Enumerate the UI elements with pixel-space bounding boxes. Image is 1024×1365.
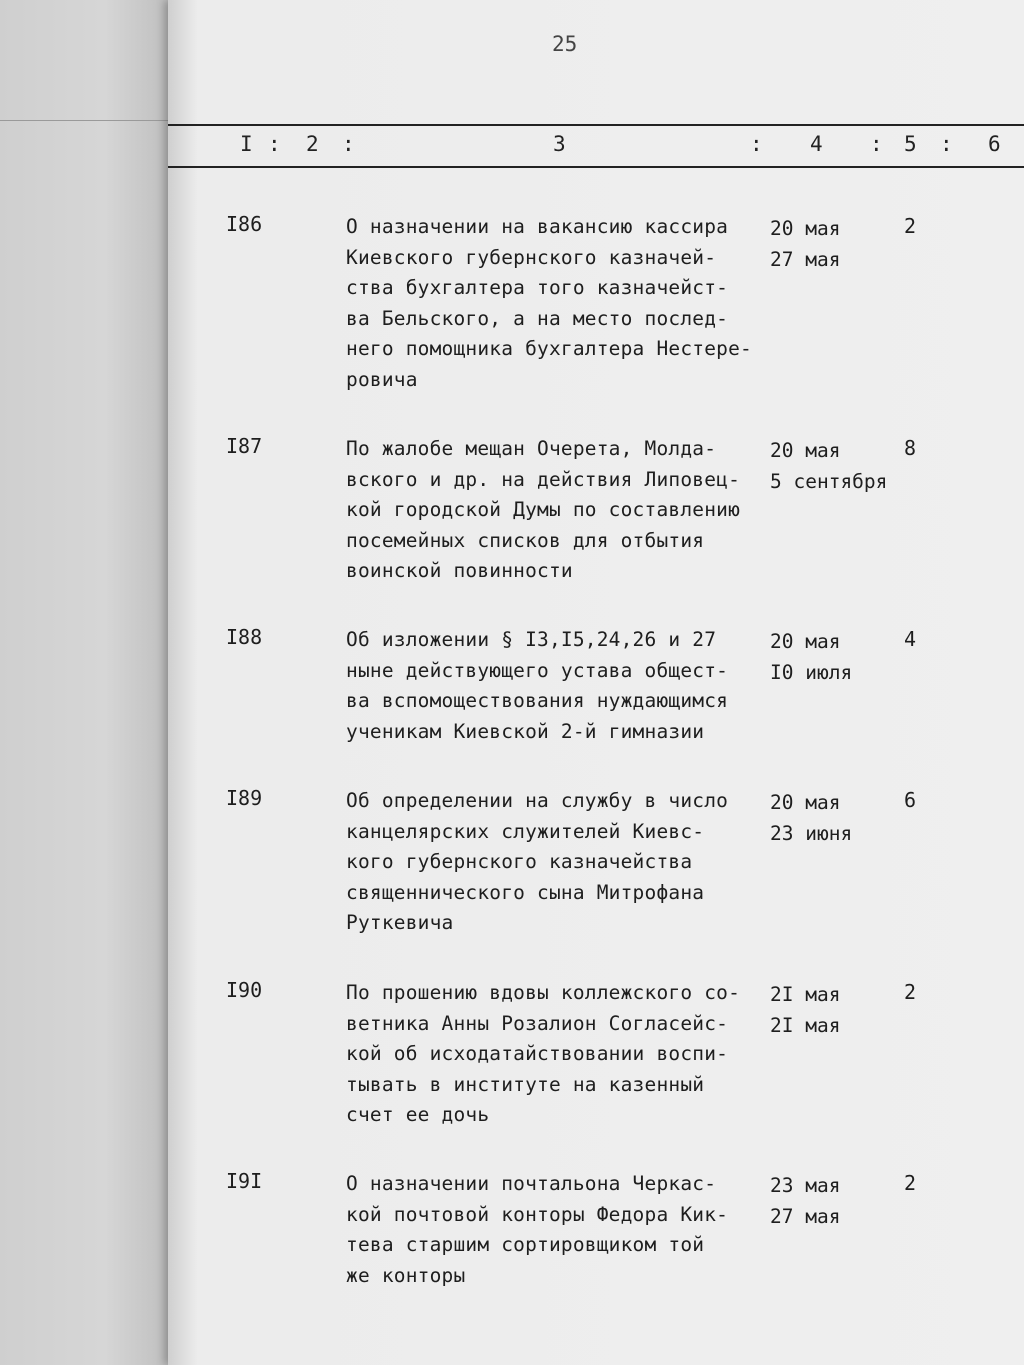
description-line: По жалобе мещан Очерета, Молда- [346,437,717,460]
header-rule-bottom [168,166,1024,168]
description-line: кой городской Думы по составлению [346,498,741,521]
end-date: 23 июня [770,821,853,845]
entry-dates [770,627,852,688]
sheet-count: 6 [904,788,917,812]
column-2-label: 2 [306,132,319,156]
entry-description [346,212,766,395]
description-line: него помощника бухгалтера Нестере- [346,337,752,360]
entry-number: I9I [226,1169,263,1193]
header-rule-top [168,124,1024,126]
description-line: ветника Анны Розалион Согласейс- [346,1011,729,1035]
column-6-label: 6 [988,132,1001,156]
entry-description [346,434,766,587]
start-date: 20 мая [770,439,841,462]
description-line: тева старшим сортировщиком той [346,1233,705,1256]
start-date: 20 мая [770,217,841,240]
start-date: 23 мая [770,1174,841,1197]
end-date: 27 мая [770,1204,841,1228]
sheet-count: 2 [904,1171,917,1195]
description-line: посемейных списков для отбытия [346,528,705,552]
description-line: счет ее дочь [346,1103,490,1126]
end-date: 5 сентября [770,469,888,493]
sheet-count: 4 [904,627,917,651]
description-line: кого губернского казначейства [346,850,693,873]
column-separator: : [268,132,281,156]
column-separator: : [870,132,883,156]
entry-dates [770,980,840,1041]
description-line: По прошению вдовы коллежского со- [346,981,741,1004]
sheet-count: 8 [904,436,917,460]
description-line: ства бухгалтера того казначейст- [346,276,729,299]
facing-page-rule [0,120,175,121]
end-date: I0 июля [770,660,853,684]
sheet-count: 2 [904,980,917,1004]
document-page [168,0,1024,1365]
description-line: кой почтовой конторы Федора Кик- [346,1202,729,1226]
column-4-label: 4 [810,132,823,156]
description-line: ученикам Киевской 2-й гимназии [346,719,705,743]
description-line: О назначении почтальона Черкас- [346,1172,717,1195]
description-line: воинской повинности [346,559,573,582]
column-1-label: I [240,132,253,156]
page-number: 25 [552,32,578,56]
description-line: же конторы [346,1263,466,1287]
start-date: 2I мая [770,983,841,1006]
entry-number: I87 [226,434,263,458]
start-date: 20 мая [770,791,841,814]
entry-dates [770,1171,840,1232]
description-line: ныне действующего устава общест- [346,658,729,682]
sheet-count: 2 [904,214,917,238]
entry-description [346,786,766,939]
description-line: Об изложении § I3,I5,24,26 и 27 [346,628,717,651]
entry-number: I86 [226,212,263,236]
column-separator: : [750,132,763,156]
description-line: священнического сына Митрофана [346,880,705,904]
end-date: 2I мая [770,1013,841,1037]
entry-dates [770,214,840,275]
description-line: ва Бельского, а на место послед- [346,306,729,330]
entry-dates [770,788,852,849]
entry-number: I89 [226,786,263,810]
entry-number: I90 [226,978,263,1002]
column-separator: : [940,132,953,156]
end-date: 27 мая [770,247,841,271]
entry-description [346,1169,766,1291]
start-date: 20 мая [770,630,841,653]
entry-number: I88 [226,625,263,649]
description-line: ва вспомоществования нуждающимся [346,689,729,712]
entry-dates [770,436,887,497]
column-3-label: 3 [553,132,566,156]
description-line: О назначении на вакансию кассира [346,215,729,238]
entry-description [346,625,766,747]
facing-page [0,0,175,1365]
column-separator: : [342,132,355,156]
description-line: Об определении на службу в число [346,789,729,812]
column-5-label: 5 [904,132,917,156]
entry-description [346,978,766,1131]
description-line: Руткевича [346,911,454,934]
description-line: ровича [346,367,418,391]
description-line: тывать в институте на казенный [346,1072,705,1096]
description-line: канцелярских служителей Киевс- [346,819,705,843]
description-line: вского и др. на действия Липовец- [346,467,741,491]
description-line: кой об исходатайствовании воспи- [346,1042,729,1065]
description-line: Киевского губернского казначей- [346,245,717,269]
